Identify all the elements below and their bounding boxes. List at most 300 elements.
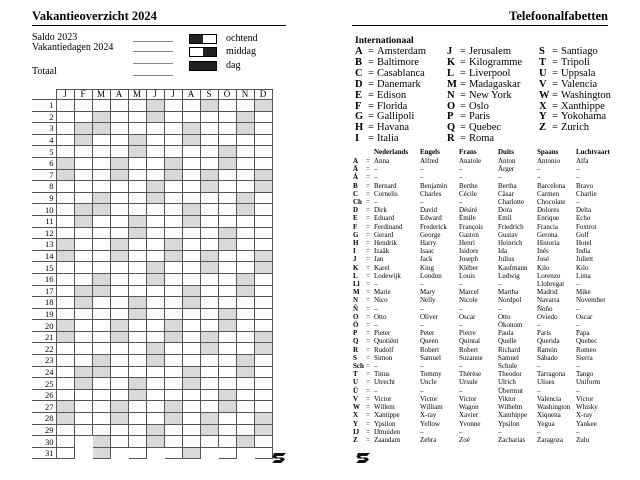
day-cell[interactable] <box>254 413 272 425</box>
day-cell[interactable] <box>146 204 164 216</box>
day-cell[interactable] <box>164 447 182 459</box>
day-cell[interactable] <box>182 378 200 390</box>
day-cell[interactable] <box>74 343 92 355</box>
day-cell[interactable] <box>128 424 146 436</box>
day-cell[interactable] <box>92 262 110 274</box>
day-cell[interactable] <box>128 366 146 378</box>
day-cell[interactable] <box>92 146 110 158</box>
day-cell[interactable] <box>164 215 182 227</box>
day-cell[interactable] <box>236 308 254 320</box>
day-cell[interactable] <box>56 320 74 332</box>
day-cell[interactable] <box>164 285 182 297</box>
day-cell[interactable] <box>56 169 74 181</box>
day-cell[interactable] <box>182 181 200 193</box>
day-cell[interactable] <box>200 285 218 297</box>
day-cell[interactable] <box>164 250 182 262</box>
day-cell[interactable] <box>200 297 218 309</box>
day-cell[interactable] <box>236 447 254 459</box>
day-cell[interactable] <box>128 297 146 309</box>
day-cell[interactable] <box>146 343 164 355</box>
day-cell[interactable] <box>164 239 182 251</box>
day-cell[interactable] <box>182 227 200 239</box>
day-cell[interactable] <box>128 273 146 285</box>
day-cell[interactable] <box>146 111 164 123</box>
day-cell[interactable] <box>200 331 218 343</box>
day-cell[interactable] <box>110 146 128 158</box>
day-cell[interactable] <box>254 204 272 216</box>
total-line[interactable] <box>133 75 173 76</box>
day-cell[interactable] <box>92 355 110 367</box>
day-cell[interactable] <box>254 389 272 401</box>
day-cell[interactable] <box>110 343 128 355</box>
day-cell[interactable] <box>74 111 92 123</box>
day-cell[interactable] <box>110 436 128 448</box>
day-cell[interactable] <box>74 285 92 297</box>
day-cell[interactable] <box>56 308 74 320</box>
day-cell[interactable] <box>164 273 182 285</box>
day-cell[interactable] <box>92 413 110 425</box>
day-cell[interactable] <box>56 355 74 367</box>
day-cell[interactable] <box>182 447 200 459</box>
day-cell[interactable] <box>74 262 92 274</box>
day-cell[interactable] <box>128 343 146 355</box>
day-cell[interactable] <box>182 134 200 146</box>
day-cell[interactable] <box>110 355 128 367</box>
day-cell[interactable] <box>128 146 146 158</box>
day-cell[interactable] <box>128 389 146 401</box>
day-cell[interactable] <box>200 227 218 239</box>
day-cell[interactable] <box>254 262 272 274</box>
day-cell[interactable] <box>218 134 236 146</box>
day-cell[interactable] <box>254 308 272 320</box>
day-cell[interactable] <box>110 215 128 227</box>
day-cell[interactable] <box>128 262 146 274</box>
day-cell[interactable] <box>146 389 164 401</box>
day-cell[interactable] <box>182 215 200 227</box>
day-cell[interactable] <box>110 100 128 112</box>
day-cell[interactable] <box>146 192 164 204</box>
day-cell[interactable] <box>92 389 110 401</box>
day-cell[interactable] <box>92 250 110 262</box>
day-cell[interactable] <box>200 343 218 355</box>
day-cell[interactable] <box>110 285 128 297</box>
day-cell[interactable] <box>146 100 164 112</box>
day-cell[interactable] <box>236 413 254 425</box>
day-cell[interactable] <box>164 297 182 309</box>
day-cell[interactable] <box>218 389 236 401</box>
day-cell[interactable] <box>236 146 254 158</box>
day-cell[interactable] <box>74 215 92 227</box>
day-cell[interactable] <box>56 331 74 343</box>
day-cell[interactable] <box>182 273 200 285</box>
day-cell[interactable] <box>236 181 254 193</box>
day-cell[interactable] <box>182 146 200 158</box>
day-cell[interactable] <box>236 366 254 378</box>
day-cell[interactable] <box>182 297 200 309</box>
day-cell[interactable] <box>128 331 146 343</box>
day-cell[interactable] <box>92 320 110 332</box>
day-cell[interactable] <box>56 401 74 413</box>
day-cell[interactable] <box>146 227 164 239</box>
day-cell[interactable] <box>254 215 272 227</box>
day-cell[interactable] <box>218 181 236 193</box>
day-cell[interactable] <box>236 285 254 297</box>
day-cell[interactable] <box>254 331 272 343</box>
day-cell[interactable] <box>164 192 182 204</box>
day-cell[interactable] <box>110 157 128 169</box>
day-cell[interactable] <box>92 273 110 285</box>
day-cell[interactable] <box>92 169 110 181</box>
day-cell[interactable] <box>56 389 74 401</box>
day-cell[interactable] <box>92 111 110 123</box>
day-cell[interactable] <box>74 366 92 378</box>
day-cell[interactable] <box>56 436 74 448</box>
day-cell[interactable] <box>218 447 236 459</box>
day-cell[interactable] <box>200 134 218 146</box>
day-cell[interactable] <box>236 262 254 274</box>
day-cell[interactable] <box>146 250 164 262</box>
day-cell[interactable] <box>56 297 74 309</box>
day-cell[interactable] <box>128 134 146 146</box>
day-cell[interactable] <box>164 111 182 123</box>
day-cell[interactable] <box>218 424 236 436</box>
day-cell[interactable] <box>74 355 92 367</box>
day-cell[interactable] <box>254 239 272 251</box>
day-cell[interactable] <box>200 447 218 459</box>
day-cell[interactable] <box>56 192 74 204</box>
day-cell[interactable] <box>92 424 110 436</box>
saldo-line[interactable] <box>133 41 173 42</box>
day-cell[interactable] <box>92 343 110 355</box>
day-cell[interactable] <box>110 111 128 123</box>
day-cell[interactable] <box>254 100 272 112</box>
day-cell[interactable] <box>110 227 128 239</box>
day-cell[interactable] <box>182 366 200 378</box>
day-cell[interactable] <box>128 285 146 297</box>
day-cell[interactable] <box>200 111 218 123</box>
day-cell[interactable] <box>218 215 236 227</box>
day-cell[interactable] <box>128 227 146 239</box>
day-cell[interactable] <box>254 250 272 262</box>
day-cell[interactable] <box>182 343 200 355</box>
day-cell[interactable] <box>110 447 128 459</box>
day-cell[interactable] <box>164 134 182 146</box>
day-cell[interactable] <box>200 157 218 169</box>
day-cell[interactable] <box>164 413 182 425</box>
day-cell[interactable] <box>56 239 74 251</box>
day-cell[interactable] <box>92 285 110 297</box>
day-cell[interactable] <box>146 134 164 146</box>
day-cell[interactable] <box>254 111 272 123</box>
day-cell[interactable] <box>218 239 236 251</box>
day-cell[interactable] <box>128 157 146 169</box>
day-cell[interactable] <box>110 134 128 146</box>
day-cell[interactable] <box>56 378 74 390</box>
day-cell[interactable] <box>146 413 164 425</box>
day-cell[interactable] <box>128 181 146 193</box>
day-cell[interactable] <box>110 239 128 251</box>
day-cell[interactable] <box>200 355 218 367</box>
day-cell[interactable] <box>236 389 254 401</box>
day-cell[interactable] <box>146 320 164 332</box>
day-cell[interactable] <box>200 273 218 285</box>
day-cell[interactable] <box>236 215 254 227</box>
day-cell[interactable] <box>236 157 254 169</box>
day-cell[interactable] <box>182 331 200 343</box>
day-cell[interactable] <box>254 436 272 448</box>
day-cell[interactable] <box>164 146 182 158</box>
day-cell[interactable] <box>146 181 164 193</box>
day-cell[interactable] <box>92 100 110 112</box>
day-cell[interactable] <box>74 157 92 169</box>
day-cell[interactable] <box>56 215 74 227</box>
day-cell[interactable] <box>182 320 200 332</box>
day-cell[interactable] <box>254 401 272 413</box>
day-cell[interactable] <box>74 413 92 425</box>
day-cell[interactable] <box>146 331 164 343</box>
day-cell[interactable] <box>200 413 218 425</box>
day-cell[interactable] <box>218 204 236 216</box>
day-cell[interactable] <box>146 169 164 181</box>
day-cell[interactable] <box>236 227 254 239</box>
day-cell[interactable] <box>56 111 74 123</box>
day-cell[interactable] <box>164 366 182 378</box>
day-cell[interactable] <box>146 146 164 158</box>
day-cell[interactable] <box>110 320 128 332</box>
day-cell[interactable] <box>200 192 218 204</box>
day-cell[interactable] <box>218 146 236 158</box>
day-cell[interactable] <box>110 308 128 320</box>
day-cell[interactable] <box>92 447 110 459</box>
day-cell[interactable] <box>74 308 92 320</box>
day-cell[interactable] <box>236 111 254 123</box>
day-cell[interactable] <box>128 355 146 367</box>
day-cell[interactable] <box>218 355 236 367</box>
day-cell[interactable] <box>110 273 128 285</box>
day-cell[interactable] <box>92 331 110 343</box>
day-cell[interactable] <box>92 181 110 193</box>
day-cell[interactable] <box>218 157 236 169</box>
day-cell[interactable] <box>110 181 128 193</box>
day-cell[interactable] <box>128 123 146 135</box>
day-cell[interactable] <box>254 169 272 181</box>
day-cell[interactable] <box>92 157 110 169</box>
day-cell[interactable] <box>128 413 146 425</box>
day-cell[interactable] <box>200 424 218 436</box>
day-cell[interactable] <box>182 424 200 436</box>
day-cell[interactable] <box>110 169 128 181</box>
day-cell[interactable] <box>92 436 110 448</box>
day-cell[interactable] <box>182 308 200 320</box>
day-cell[interactable] <box>146 285 164 297</box>
day-cell[interactable] <box>92 227 110 239</box>
day-cell[interactable] <box>236 204 254 216</box>
day-cell[interactable] <box>164 308 182 320</box>
day-cell[interactable] <box>164 331 182 343</box>
day-cell[interactable] <box>110 424 128 436</box>
day-cell[interactable] <box>182 413 200 425</box>
day-cell[interactable] <box>56 273 74 285</box>
day-cell[interactable] <box>218 192 236 204</box>
day-cell[interactable] <box>218 436 236 448</box>
day-cell[interactable] <box>164 378 182 390</box>
day-cell[interactable] <box>146 366 164 378</box>
day-cell[interactable] <box>56 100 74 112</box>
day-cell[interactable] <box>110 378 128 390</box>
day-cell[interactable] <box>218 297 236 309</box>
day-cell[interactable] <box>110 401 128 413</box>
day-cell[interactable] <box>254 343 272 355</box>
vacation-days-line[interactable] <box>133 51 173 52</box>
day-cell[interactable] <box>92 297 110 309</box>
day-cell[interactable] <box>218 262 236 274</box>
day-cell[interactable] <box>236 239 254 251</box>
day-cell[interactable] <box>254 146 272 158</box>
day-cell[interactable] <box>164 181 182 193</box>
day-cell[interactable] <box>56 413 74 425</box>
day-cell[interactable] <box>56 285 74 297</box>
day-cell[interactable] <box>74 447 92 459</box>
day-cell[interactable] <box>92 401 110 413</box>
day-cell[interactable] <box>56 262 74 274</box>
day-cell[interactable] <box>254 320 272 332</box>
day-cell[interactable] <box>164 436 182 448</box>
day-cell[interactable] <box>74 320 92 332</box>
day-cell[interactable] <box>56 134 74 146</box>
day-cell[interactable] <box>182 285 200 297</box>
day-cell[interactable] <box>182 111 200 123</box>
day-cell[interactable] <box>146 378 164 390</box>
day-cell[interactable] <box>200 378 218 390</box>
day-cell[interactable] <box>74 389 92 401</box>
day-cell[interactable] <box>182 204 200 216</box>
day-cell[interactable] <box>74 192 92 204</box>
day-cell[interactable] <box>164 100 182 112</box>
day-cell[interactable] <box>254 285 272 297</box>
day-cell[interactable] <box>110 250 128 262</box>
day-cell[interactable] <box>146 401 164 413</box>
day-cell[interactable] <box>110 192 128 204</box>
day-cell[interactable] <box>236 343 254 355</box>
day-cell[interactable] <box>164 169 182 181</box>
day-cell[interactable] <box>128 401 146 413</box>
day-cell[interactable] <box>128 436 146 448</box>
day-cell[interactable] <box>110 366 128 378</box>
day-cell[interactable] <box>254 157 272 169</box>
day-cell[interactable] <box>182 100 200 112</box>
day-cell[interactable] <box>236 192 254 204</box>
day-cell[interactable] <box>92 378 110 390</box>
day-cell[interactable] <box>56 343 74 355</box>
day-cell[interactable] <box>110 297 128 309</box>
day-cell[interactable] <box>236 123 254 135</box>
day-cell[interactable] <box>92 215 110 227</box>
day-cell[interactable] <box>218 308 236 320</box>
day-cell[interactable] <box>74 401 92 413</box>
day-cell[interactable] <box>74 100 92 112</box>
day-cell[interactable] <box>146 424 164 436</box>
day-cell[interactable] <box>146 215 164 227</box>
day-cell[interactable] <box>218 401 236 413</box>
day-cell[interactable] <box>74 378 92 390</box>
day-cell[interactable] <box>200 146 218 158</box>
day-cell[interactable] <box>164 355 182 367</box>
day-cell[interactable] <box>254 447 272 459</box>
day-cell[interactable] <box>218 366 236 378</box>
day-cell[interactable] <box>146 123 164 135</box>
day-cell[interactable] <box>182 169 200 181</box>
day-cell[interactable] <box>164 343 182 355</box>
day-cell[interactable] <box>74 134 92 146</box>
day-cell[interactable] <box>146 308 164 320</box>
day-cell[interactable] <box>236 297 254 309</box>
day-cell[interactable] <box>254 273 272 285</box>
day-cell[interactable] <box>128 169 146 181</box>
day-cell[interactable] <box>74 297 92 309</box>
day-cell[interactable] <box>74 169 92 181</box>
day-cell[interactable] <box>254 181 272 193</box>
day-cell[interactable] <box>218 111 236 123</box>
day-cell[interactable] <box>200 436 218 448</box>
day-cell[interactable] <box>236 331 254 343</box>
day-cell[interactable] <box>218 123 236 135</box>
day-cell[interactable] <box>74 227 92 239</box>
day-cell[interactable] <box>200 169 218 181</box>
day-cell[interactable] <box>56 146 74 158</box>
day-cell[interactable] <box>56 157 74 169</box>
day-cell[interactable] <box>200 204 218 216</box>
day-cell[interactable] <box>128 239 146 251</box>
day-cell[interactable] <box>146 297 164 309</box>
day-cell[interactable] <box>56 424 74 436</box>
day-cell[interactable] <box>56 227 74 239</box>
day-cell[interactable] <box>236 355 254 367</box>
day-cell[interactable] <box>236 424 254 436</box>
day-cell[interactable] <box>218 343 236 355</box>
day-cell[interactable] <box>200 366 218 378</box>
day-cell[interactable] <box>182 157 200 169</box>
day-cell[interactable] <box>182 239 200 251</box>
day-cell[interactable] <box>164 204 182 216</box>
day-cell[interactable] <box>56 250 74 262</box>
day-cell[interactable] <box>254 355 272 367</box>
day-cell[interactable] <box>182 401 200 413</box>
day-cell[interactable] <box>236 134 254 146</box>
day-cell[interactable] <box>74 273 92 285</box>
day-cell[interactable] <box>110 204 128 216</box>
day-cell[interactable] <box>146 447 164 459</box>
day-cell[interactable] <box>128 111 146 123</box>
day-cell[interactable] <box>110 413 128 425</box>
day-cell[interactable] <box>146 157 164 169</box>
day-cell[interactable] <box>236 436 254 448</box>
day-cell[interactable] <box>218 169 236 181</box>
day-cell[interactable] <box>92 366 110 378</box>
day-cell[interactable] <box>182 262 200 274</box>
day-cell[interactable] <box>218 331 236 343</box>
day-cell[interactable] <box>74 123 92 135</box>
day-cell[interactable] <box>200 215 218 227</box>
day-cell[interactable] <box>254 134 272 146</box>
day-cell[interactable] <box>200 262 218 274</box>
day-cell[interactable] <box>92 123 110 135</box>
day-cell[interactable] <box>200 320 218 332</box>
day-cell[interactable] <box>164 157 182 169</box>
day-cell[interactable] <box>128 250 146 262</box>
day-cell[interactable] <box>218 320 236 332</box>
day-cell[interactable] <box>254 192 272 204</box>
day-cell[interactable] <box>236 378 254 390</box>
